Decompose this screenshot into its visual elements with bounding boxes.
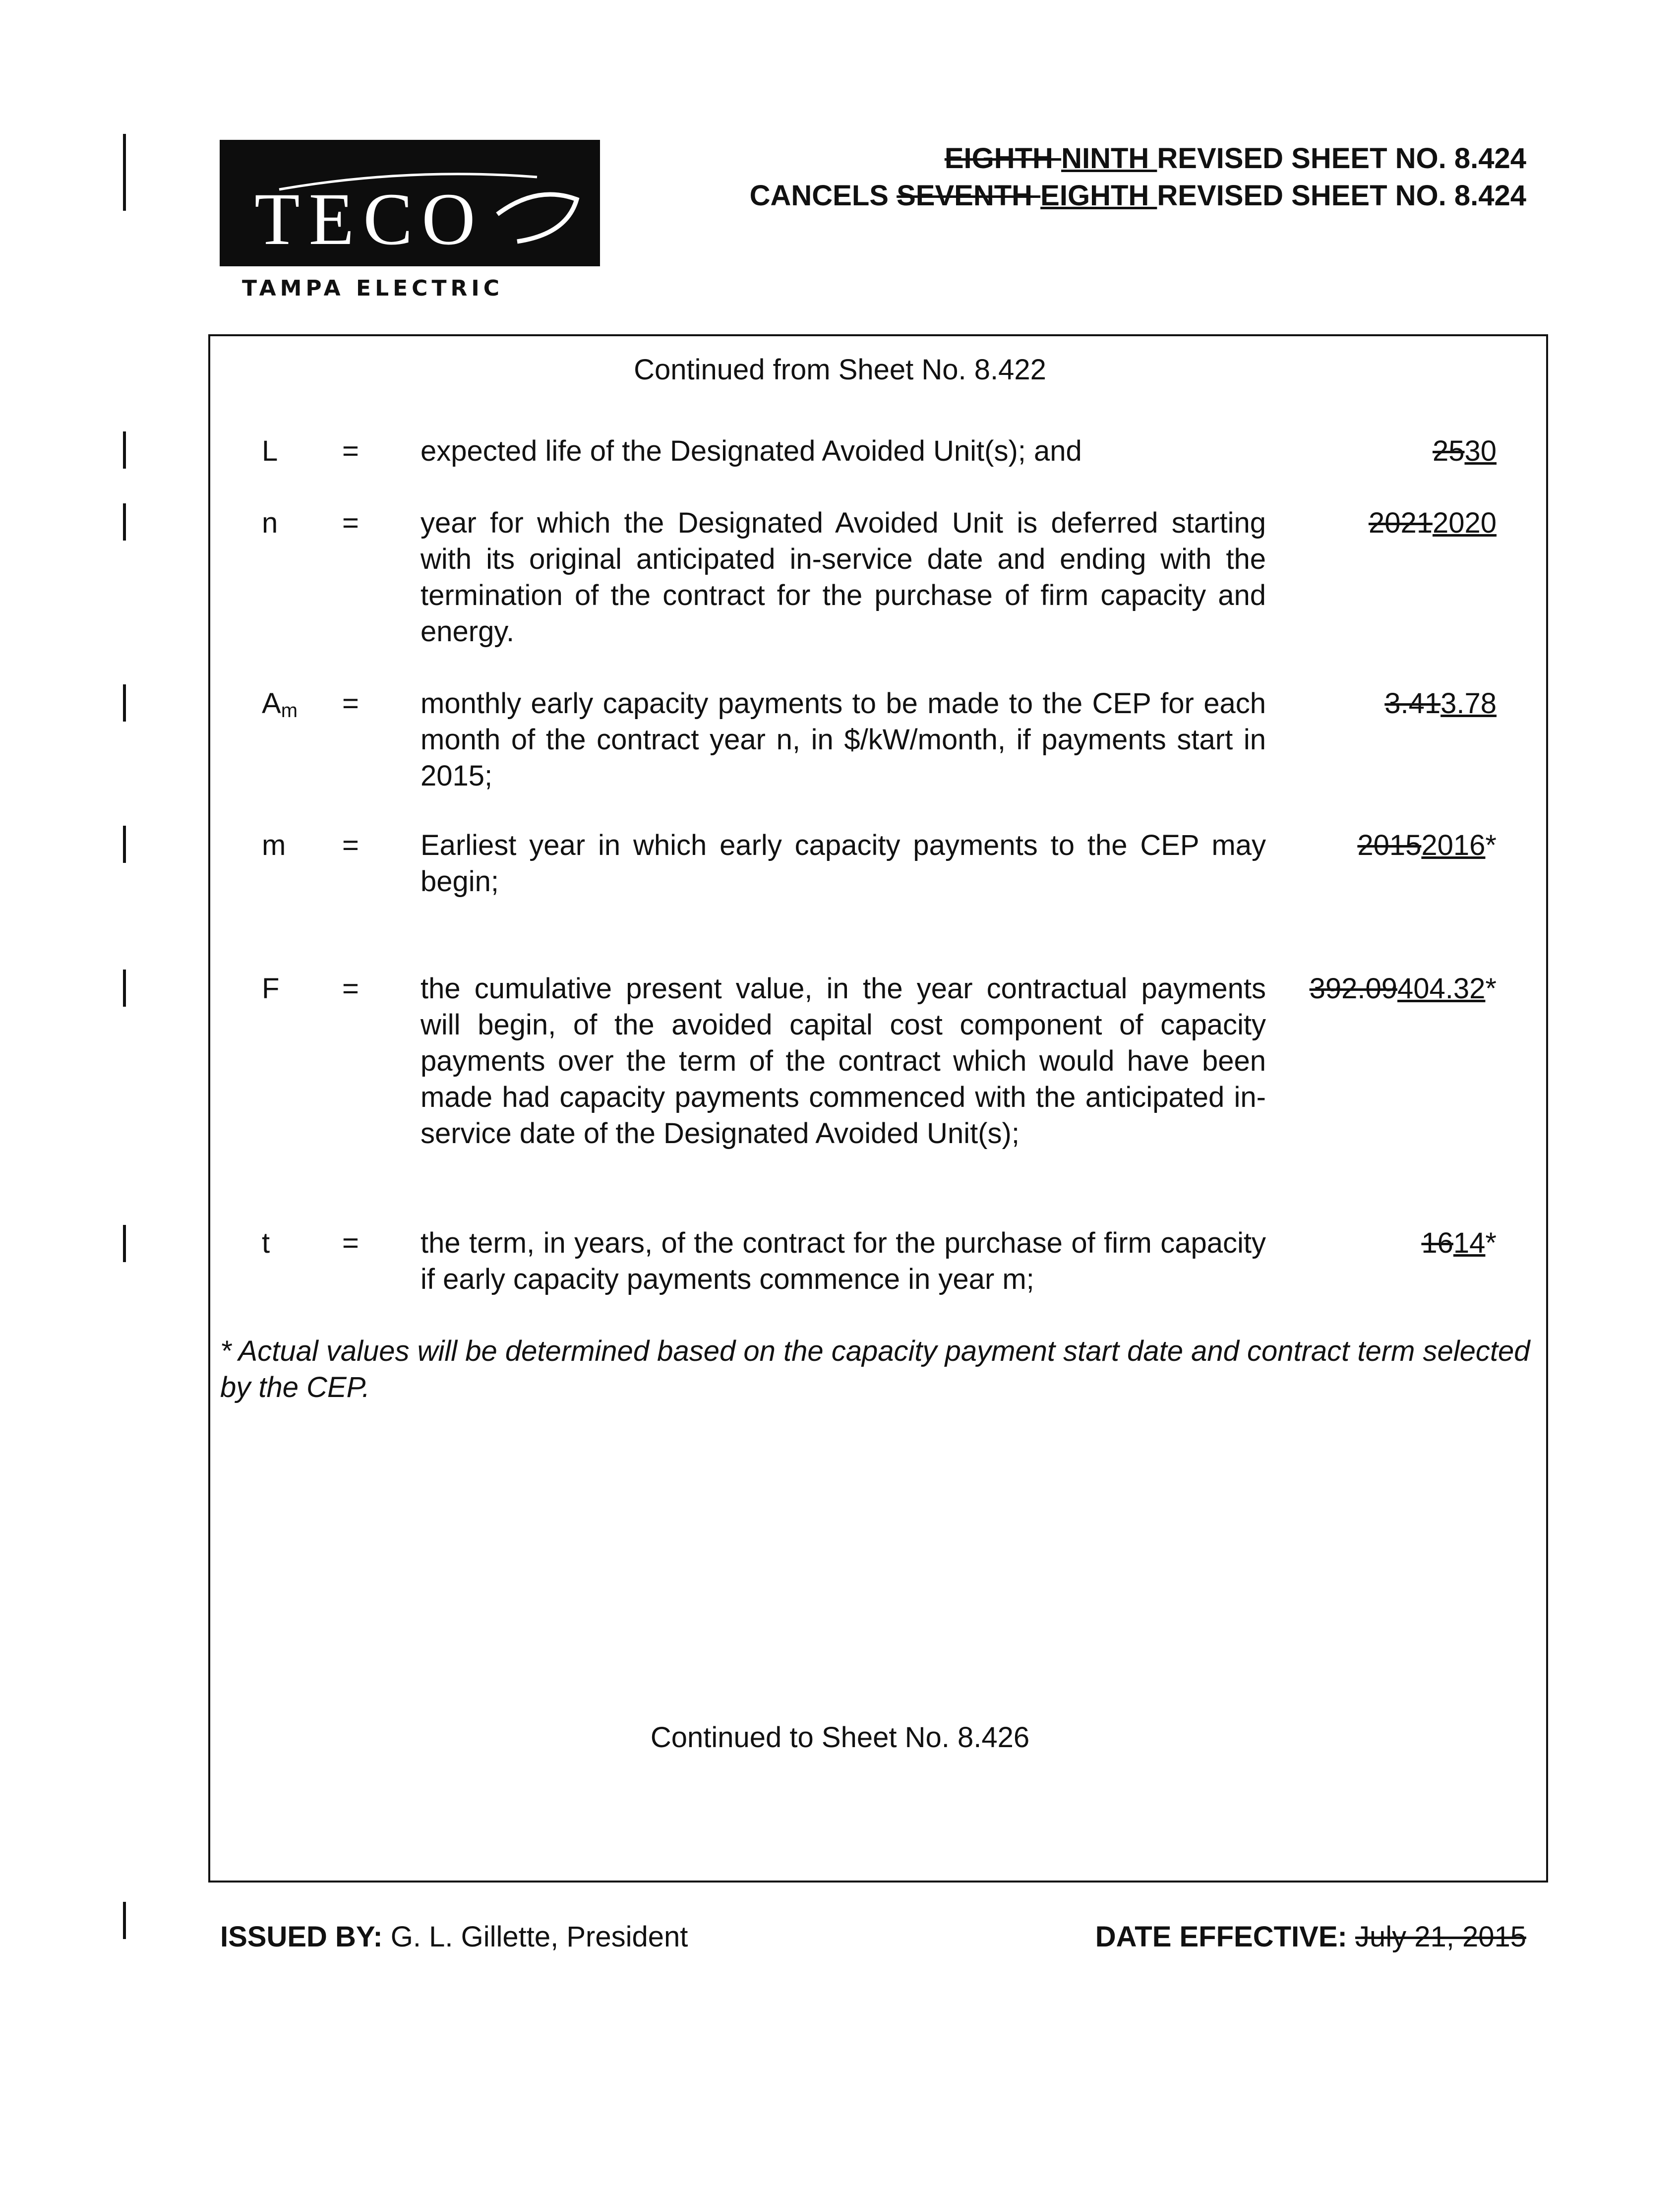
issued-by-value: G. L. Gillette, President — [390, 1921, 688, 1953]
definition-description: expected life of the Designated Avoided Unit(s); and — [420, 435, 1082, 467]
equals-sign: = — [342, 972, 359, 1005]
change-bar — [123, 134, 126, 211]
definition-description: the cumulative present value, in the year contractual payments will begin, of the avoided capital cost component of capacity payments over the term of the contract which would have been made had capacity payments commenced with the anticipated in-service date of the Designated Avoided Unit(s); — [420, 972, 1266, 1150]
logo-wordmark: TECO — [254, 178, 484, 260]
change-bar — [123, 826, 126, 863]
change-bar — [123, 503, 126, 541]
cancelled-sheet-number: REVISED SHEET NO. 8.424 — [1157, 180, 1526, 212]
definition-symbol: L — [262, 435, 278, 467]
sheet-number-line — [750, 140, 1526, 177]
definition-symbol: t — [262, 1227, 270, 1259]
cancels-line — [750, 177, 1526, 214]
sheet-number: REVISED SHEET NO. 8.424 — [1157, 142, 1526, 175]
equals-sign: = — [342, 829, 359, 861]
date-effective-old-value: July 21, 2015 — [1355, 1921, 1526, 1953]
date-effective-label: DATE EFFECTIVE: — [1095, 1921, 1347, 1953]
new-revision: NINTH — [1061, 142, 1157, 175]
issued-by — [220, 1920, 688, 1953]
equals-sign: = — [342, 687, 359, 720]
sheet-header — [750, 140, 1526, 214]
issued-by-label: ISSUED BY: — [220, 1921, 383, 1953]
continued-to: Continued to Sheet No. 8.426 — [650, 1721, 1030, 1754]
definition-description: Earliest year in which early capacity payments to the CEP may begin; — [420, 829, 1266, 898]
equals-sign: = — [342, 507, 359, 539]
definition-value: 392.09404.32* — [1309, 972, 1497, 1005]
definition-value: 3.413.78 — [1384, 687, 1497, 720]
definition-description: year for which the Designated Avoided Unit is deferred starting with its original anticipated in-service date and ending with the termination of the contract for the purchase of firm capacity and energy. — [420, 507, 1266, 648]
definition-value: 20212020 — [1368, 507, 1497, 539]
definition-value: 1614* — [1421, 1227, 1497, 1259]
change-bar — [123, 970, 126, 1007]
equals-sign: = — [342, 435, 359, 467]
continued-from: Continued from Sheet No. 8.422 — [634, 354, 1046, 386]
definition-symbol: F — [262, 972, 280, 1005]
definition-symbol: $A_m$ — [262, 687, 298, 722]
change-bar — [123, 1902, 126, 1939]
definition-value: 20152016* — [1357, 829, 1497, 861]
date-effective — [1095, 1920, 1526, 1953]
change-bar — [123, 1225, 126, 1262]
logo-subtitle: TAMPA ELECTRIC — [242, 276, 504, 301]
old-cancelled-revision: SEVENTH — [897, 180, 1041, 212]
definition-value: 2530 — [1432, 435, 1497, 467]
definition-symbol: m — [262, 829, 286, 861]
old-revision: EIGHTH — [944, 142, 1062, 175]
footnote: * Actual values will be determined based on the capacity payment start date and contract term selected by the CEP. — [220, 1335, 1530, 1403]
equals-sign: = — [342, 1227, 359, 1259]
definition-description: the term, in years, of the contract for the purchase of firm capacity if early capacity payments commence in year m; — [420, 1227, 1266, 1295]
teco-logo — [220, 140, 600, 266]
cancels-prefix: CANCELS — [749, 180, 897, 212]
new-cancelled-revision: EIGHTH — [1040, 180, 1157, 212]
change-bar — [123, 684, 126, 722]
definition-symbol: n — [262, 507, 278, 539]
definition-description: monthly early capacity payments to be made to the CEP for each month of the contract year n, in $/kW/month, if payments start in 2015; — [420, 687, 1266, 792]
change-bar — [123, 431, 126, 469]
